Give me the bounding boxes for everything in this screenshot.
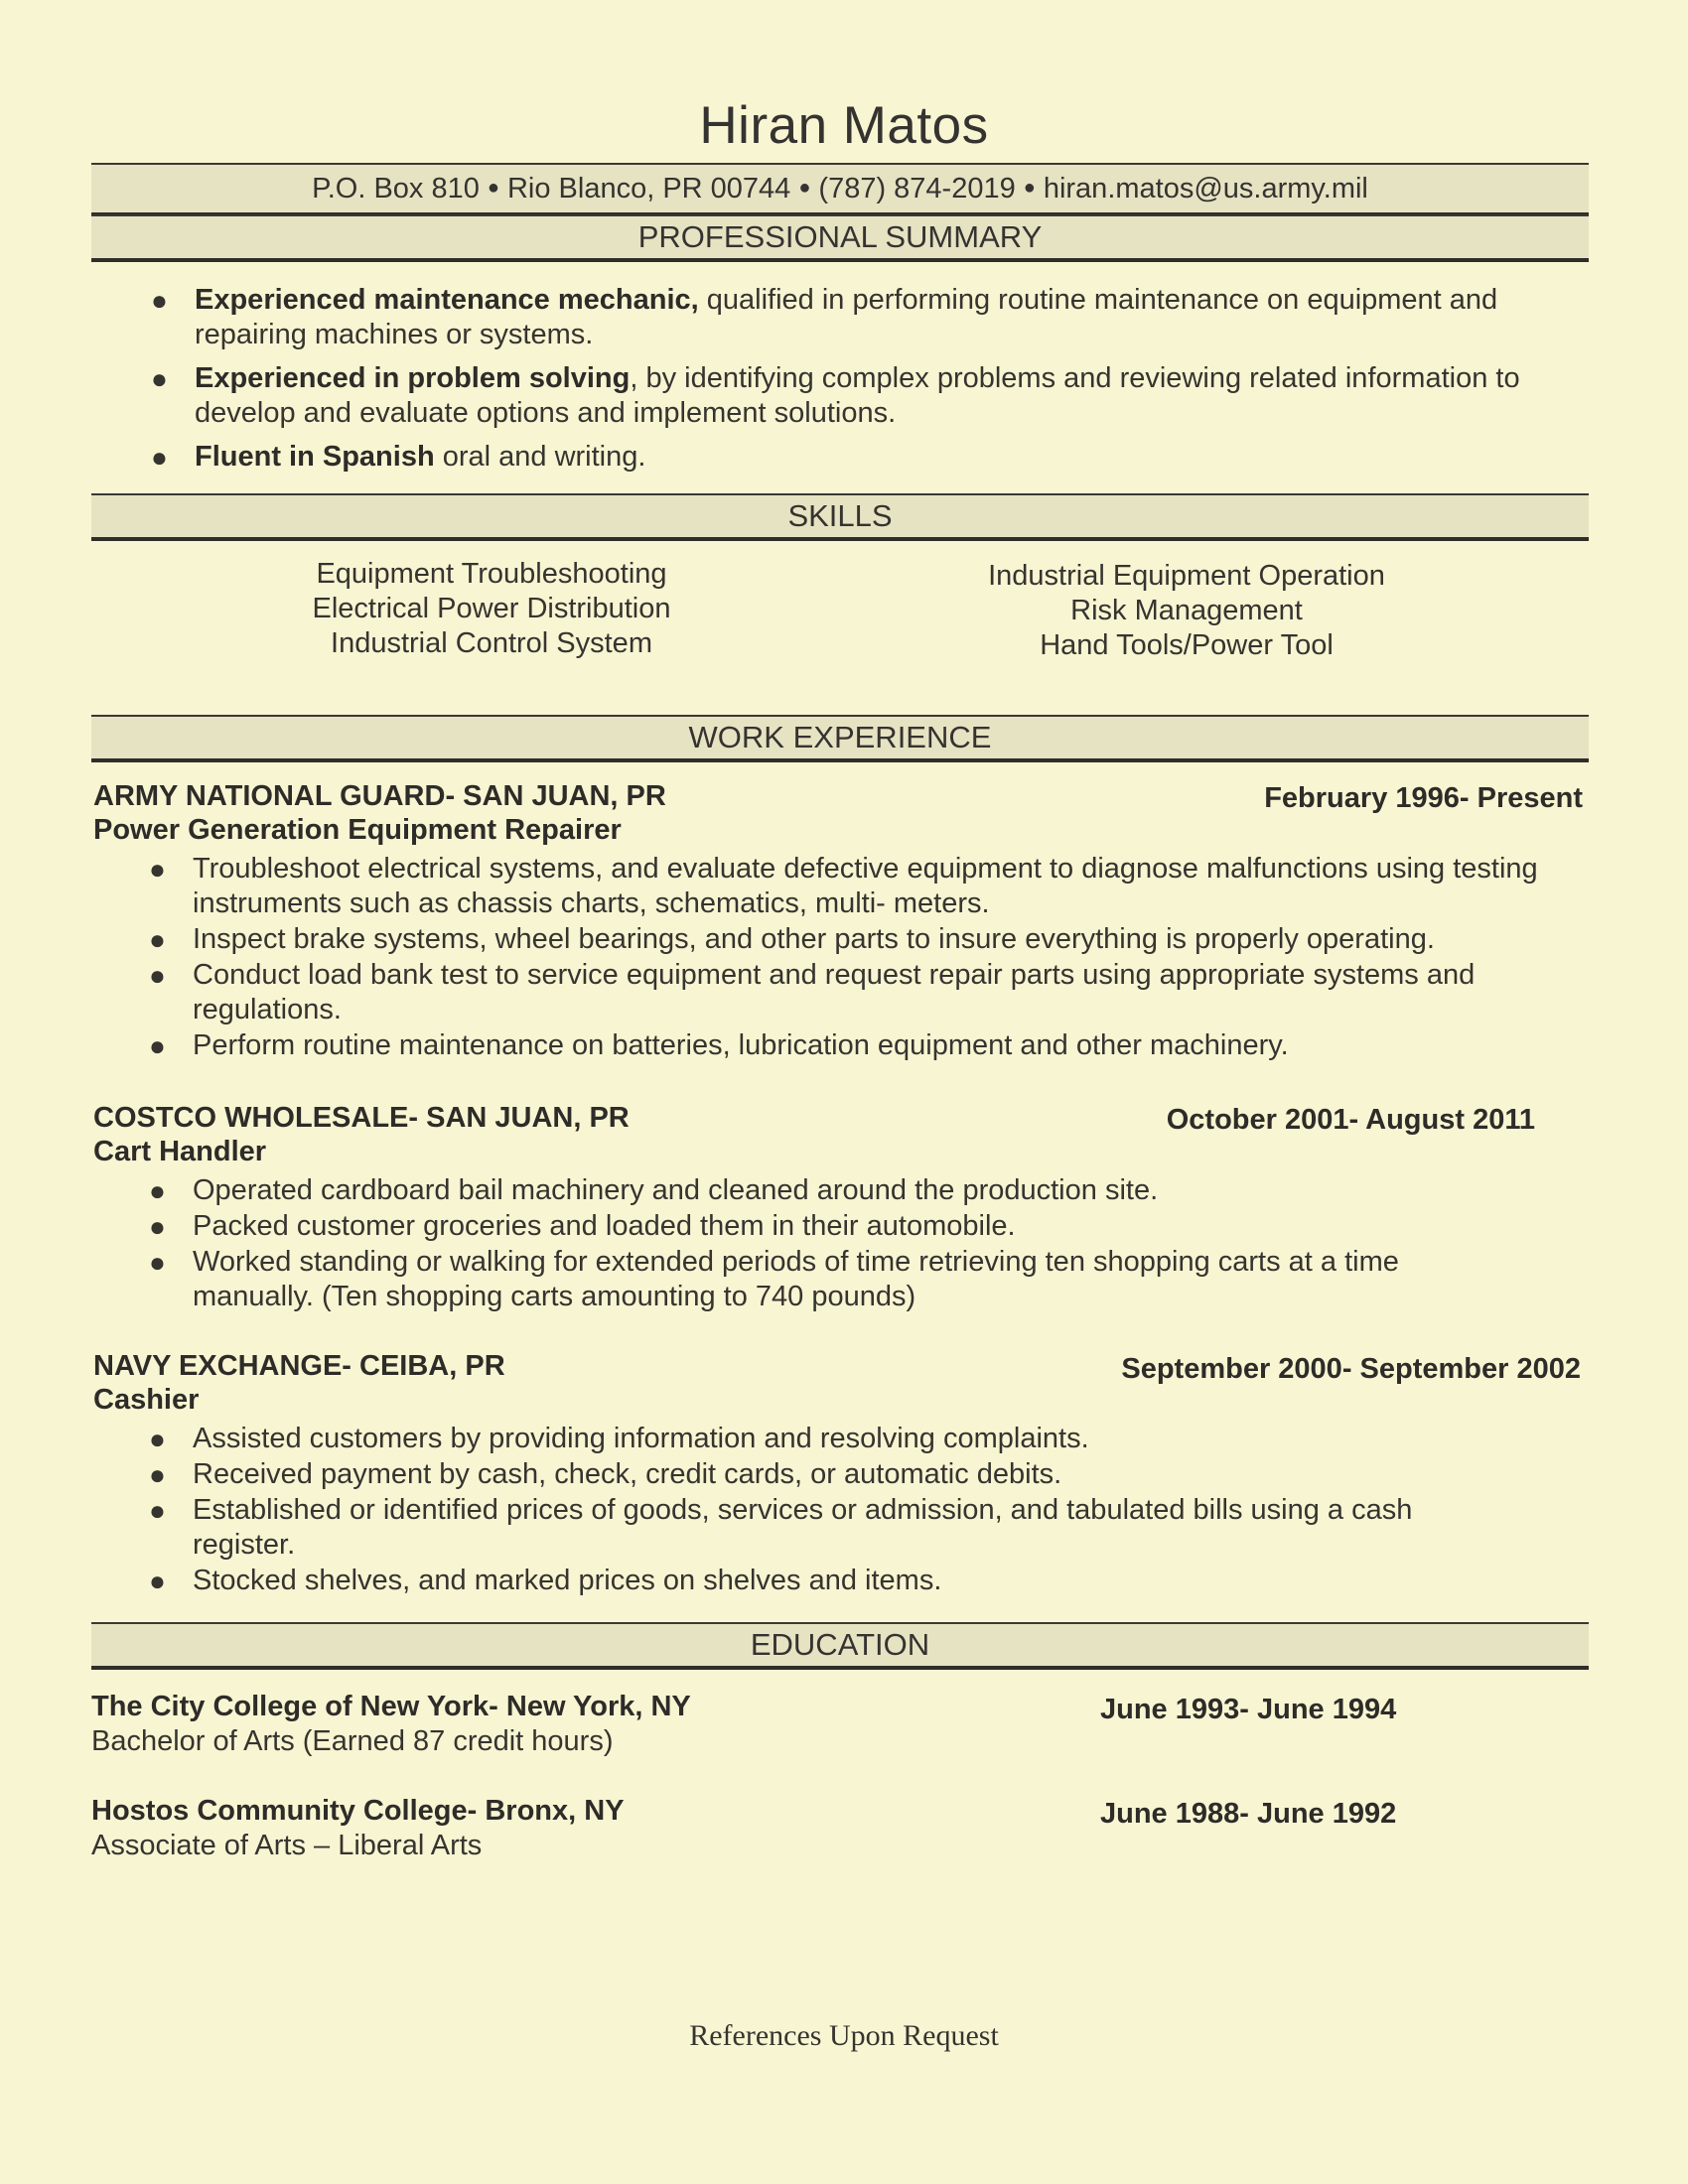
bullet-icon: ● bbox=[149, 924, 166, 955]
bullet-icon: ● bbox=[151, 363, 168, 394]
job-bullet-text: Packed customer groceries and loaded them in their automobile. bbox=[193, 1210, 1016, 1242]
contact-bar bbox=[91, 163, 1589, 216]
skill-item: Industrial Control System bbox=[331, 627, 652, 659]
job-bullet bbox=[149, 922, 1583, 957]
job-bullet-text: Conduct load bank test to service equipment and request repair parts using appropriate systems and regulations. bbox=[193, 959, 1476, 1025]
job-bullet-text: Received payment by cash, check, credit cards, or automatic debits. bbox=[193, 1458, 1062, 1490]
section-header-skills: SKILLS bbox=[91, 493, 1589, 541]
candidate-name: Hiran Matos bbox=[699, 96, 989, 155]
job-title: Cart Handler bbox=[93, 1136, 267, 1167]
section-header-work: WORK EXPERIENCE bbox=[91, 715, 1589, 762]
summary-item-bold: Experienced in problem solving bbox=[195, 362, 631, 394]
bullet-icon: ● bbox=[149, 1175, 166, 1206]
job-bullet-text: Perform routine maintenance on batteries, lubrication equipment and other machinery. bbox=[193, 1029, 1289, 1061]
summary-item-bold: Experienced maintenance mechanic, bbox=[195, 284, 699, 316]
school-name: The City College of New York- New York, NY bbox=[91, 1691, 691, 1722]
bullet-icon: ● bbox=[149, 1459, 166, 1490]
job-title: Power Generation Equipment Repairer bbox=[93, 814, 622, 846]
job-dates: October 2001- August 2011 bbox=[1166, 1104, 1535, 1136]
skills-left-column bbox=[243, 557, 740, 661]
job-org: COSTCO WHOLESALE- SAN JUAN, PR bbox=[93, 1102, 630, 1134]
bullet-icon: ● bbox=[149, 854, 166, 885]
job-bullet bbox=[149, 1173, 1483, 1208]
bullet-icon: ● bbox=[149, 1495, 166, 1526]
summary-item-text: oral and writing. bbox=[434, 441, 646, 473]
summary-item bbox=[151, 440, 1585, 475]
bullet-icon: ● bbox=[149, 1424, 166, 1454]
separator-dot: ● bbox=[798, 177, 811, 200]
job-bullet bbox=[149, 1422, 1483, 1456]
job-bullet-list bbox=[149, 1173, 1483, 1315]
skill-item: Risk Management bbox=[1070, 595, 1303, 626]
job-bullet bbox=[149, 1564, 1483, 1598]
job-bullet bbox=[149, 1457, 1483, 1492]
school-dates: June 1988- June 1992 bbox=[1100, 1798, 1397, 1830]
job-bullet-text: Stocked shelves, and marked prices on shelves and items. bbox=[193, 1565, 942, 1596]
skill-item: Hand Tools/Power Tool bbox=[1040, 629, 1334, 661]
school-degree: Bachelor of Arts (Earned 87 credit hours) bbox=[91, 1725, 614, 1757]
job-bullet bbox=[149, 1028, 1583, 1063]
job-bullet bbox=[149, 1245, 1483, 1314]
contact-phone: (787) 874-2019 bbox=[818, 173, 1016, 205]
job-bullet-text: Assisted customers by providing information and resolving complaints. bbox=[193, 1423, 1089, 1454]
job-bullet-list bbox=[149, 852, 1583, 1064]
job-bullet-list bbox=[149, 1422, 1483, 1599]
bullet-icon: ● bbox=[149, 1211, 166, 1242]
job-bullet-text: Operated cardboard bail machinery and cleaned around the production site. bbox=[193, 1174, 1159, 1206]
job-org: NAVY EXCHANGE- CEIBA, PR bbox=[93, 1350, 505, 1382]
separator-dot: ● bbox=[1023, 177, 1036, 200]
section-header-summary: PROFESSIONAL SUMMARY bbox=[91, 214, 1589, 262]
contact-address: P.O. Box 810 bbox=[312, 173, 480, 205]
bullet-icon: ● bbox=[149, 1566, 166, 1596]
job-bullet-text: Inspect brake systems, wheel bearings, and other parts to insure everything is properly operating. bbox=[193, 923, 1435, 955]
job-bullet bbox=[149, 1493, 1483, 1563]
job-bullet bbox=[149, 958, 1583, 1027]
job-dates: February 1996- Present bbox=[1264, 782, 1583, 814]
summary-item bbox=[151, 283, 1585, 352]
bullet-icon: ● bbox=[149, 960, 166, 991]
job-title: Cashier bbox=[93, 1384, 200, 1416]
job-bullet-text: Troubleshoot electrical systems, and evaluate defective equipment to diagnose malfunctions using testing instruments such as chassis charts, schematics, multi- meters. bbox=[193, 853, 1538, 919]
school-dates: June 1993- June 1994 bbox=[1100, 1694, 1397, 1725]
school-degree: Associate of Arts – Liberal Arts bbox=[91, 1830, 483, 1861]
school-name: Hostos Community College- Bronx, NY bbox=[91, 1795, 625, 1827]
section-header-education: EDUCATION bbox=[91, 1622, 1589, 1670]
job-org: ARMY NATIONAL GUARD- SAN JUAN, PR bbox=[93, 780, 666, 812]
separator-dot: ● bbox=[487, 177, 499, 200]
job-dates: September 2000- September 2002 bbox=[1121, 1353, 1581, 1385]
references-note: References Upon Request bbox=[689, 2019, 999, 2052]
skill-item: Electrical Power Distribution bbox=[312, 593, 671, 624]
summary-item-bold: Fluent in Spanish bbox=[195, 441, 435, 473]
contact-city: Rio Blanco, PR 00744 bbox=[506, 173, 791, 205]
job-bullet bbox=[149, 1209, 1483, 1244]
skills-right-column bbox=[938, 559, 1435, 663]
summary-item bbox=[151, 361, 1585, 431]
summary-list bbox=[151, 283, 1585, 483]
summary-item-text: , by identifying complex problems and reviewing related information to develop and evaluate options and implement solutions. bbox=[195, 362, 1520, 429]
skill-item: Equipment Troubleshooting bbox=[316, 558, 667, 590]
job-bullet-text: Worked standing or walking for extended periods of time retrieving ten shopping carts at a time manually. (Ten shopping carts amounting to 740 pounds) bbox=[193, 1246, 1399, 1312]
summary-item-text: qualified in performing routine maintenance on equipment and repairing machines or systems. bbox=[195, 284, 1498, 350]
job-bullet bbox=[149, 852, 1583, 921]
bullet-icon: ● bbox=[149, 1247, 166, 1278]
bullet-icon: ● bbox=[149, 1030, 166, 1061]
bullet-icon: ● bbox=[151, 442, 168, 473]
contact-email[interactable]: hiran.matos@us.army.mil bbox=[1043, 173, 1368, 205]
bullet-icon: ● bbox=[151, 285, 168, 316]
skill-item: Industrial Equipment Operation bbox=[988, 560, 1385, 592]
job-bullet-text: Established or identified prices of goods, services or admission, and tabulated bills using a cash register. bbox=[193, 1494, 1413, 1561]
